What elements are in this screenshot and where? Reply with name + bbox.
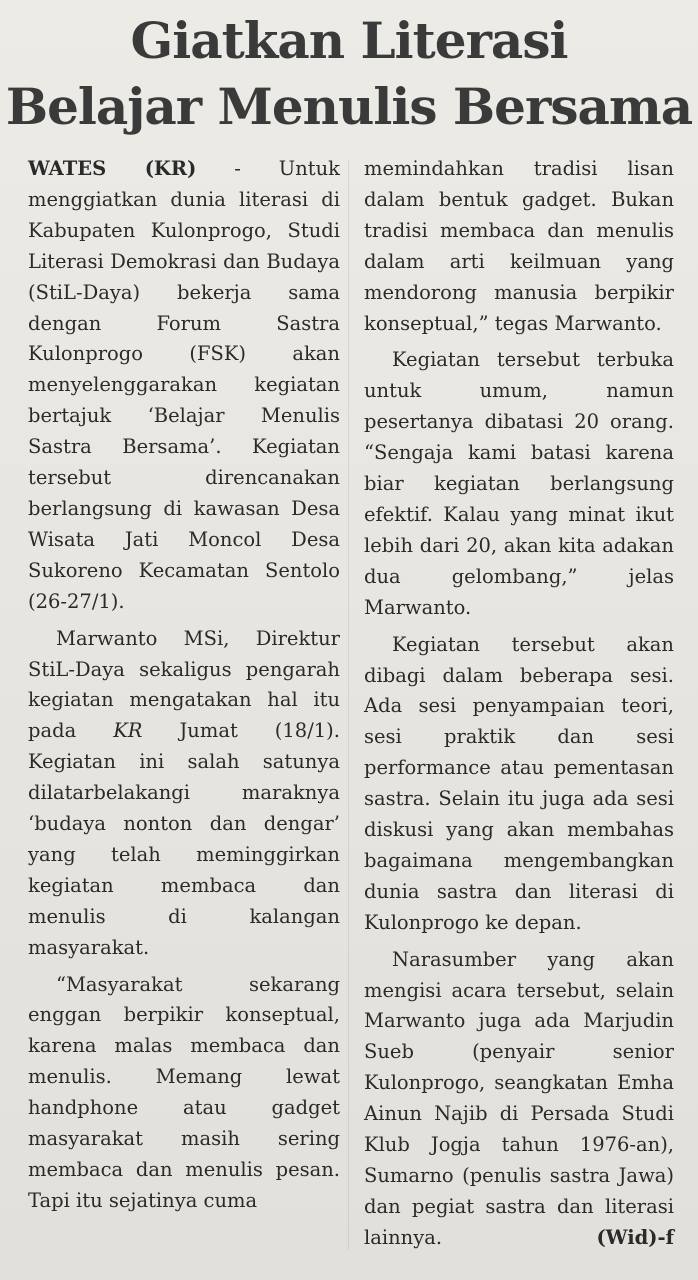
- headline-line-2: Belajar Menulis Bersama: [5, 77, 693, 136]
- dateline: WATES (KR): [28, 157, 197, 180]
- paragraph-2-text-b: Jumat (18/1). Kegiatan ini salah satunya dilatarbelakangi maraknya ‘budaya nonton dan dengar’ yang telah meminggirkan kegiatan membaca dan menulis di kalangan masyarakat.: [28, 719, 340, 959]
- paragraph-2: [28, 624, 340, 964]
- paragraph-6-text: Narasumber yang akan mengisi acara tersebut, selain Marwanto juga ada Marjudin Sueb (penyair senior Kulonprogo, seangkatan Emha Ainun Najib di Persada Studi Klub Jogja tahun 1976-an), Sumarno (penulis sastra Jawa) dan pegiat sastra dan literasi lainnya.: [364, 947, 674, 1249]
- paragraph-5: Kegiatan tersebut akan dibagi dalam beberapa sesi. Ada sesi penyampaian teori, sesi praktik dan sesi performance atau pementasan sastra. Selain itu juga ada sesi diskusi yang akan membahas bagaimana mengembangkan dunia sastra dan literasi di Kulonprogo ke depan.: [364, 632, 674, 934]
- headline-line-1: Giatkan Literasi: [130, 11, 568, 70]
- byline-credit: (Wid)-f: [596, 1225, 674, 1249]
- article-column-left: [28, 154, 340, 1223]
- paragraph-4: Kegiatan tersebut terbuka untuk umum, namun pesertanya dibatasi 20 orang. “Sengaja kami batasi karena biar kegiatan berlangsung efektif. Kalau yang minat ikut lebih dari 20, akan kita adakan dua gelombang,” jelas Marwanto.: [364, 348, 674, 619]
- publication-name: KR: [113, 719, 143, 743]
- paragraph-3: “Masyarakat sekarang enggan berpikir konseptual, karena malas membaca dan menulis. Memang lewat handphone atau gadget masyarakat masih sering membaca dan menulis pesan. Tapi itu sejatinya cuma: [28, 972, 340, 1212]
- paragraph-2-text-a: Marwanto MSi, Direktur StiL-Daya sekaligus pengarah kegiatan mengatakan hal itu pada: [28, 626, 340, 743]
- paragraph-1: [28, 154, 340, 618]
- article-column-right: [364, 154, 674, 1260]
- paragraph-3-continued: memindahkan tradisi lisan dalam bentuk gadget. Bukan tradisi membaca dan menulis dalam arti keilmuan yang mendorong manusia berpikir konseptual,” tegas Marwanto.: [364, 157, 674, 335]
- paragraph-6: [364, 945, 674, 1254]
- paragraph-1-text: - Untuk menggiatkan dunia literasi di Kabupaten Kulonprogo, Studi Literasi Demokrasi dan Budaya (StiL-Daya) bekerja sama dengan Forum Sastra Kulonprogo (FSK) akan menyelenggarakan kegiatan bertajuk ‘Belajar Menulis Sastra Bersama’. Kegiatan tersebut direncanakan berlangsung di kawasan Desa Wisata Jati Moncol Desa Sukoreno Kecamatan Sentolo (26-27/1).: [28, 157, 340, 613]
- column-divider: [348, 160, 349, 1250]
